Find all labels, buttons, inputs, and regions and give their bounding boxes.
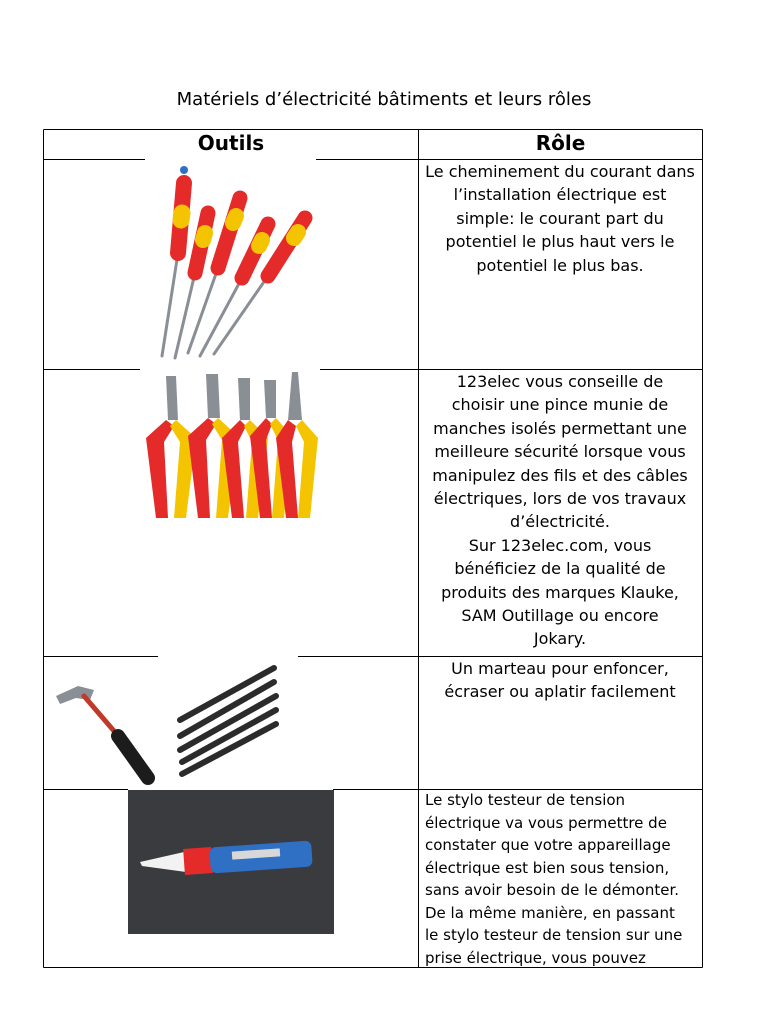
role-text-4-line: sans avoir besoin de le démonter. — [425, 881, 680, 899]
role-text-4-line: électrique est bien sous tension, — [425, 858, 670, 877]
hammer-and-chisels-icon — [48, 660, 288, 788]
role-text-4-line: constater que votre appareillage — [425, 836, 671, 854]
role-text-1: Le cheminement du courant dans l’installation électrique est simple: le courant part du potentiel le plus haut vers le potentiel le plus bas. — [425, 162, 695, 275]
pliers-1 — [146, 376, 196, 518]
role-text-4-line: prise électrique, vous pouvez — [425, 948, 646, 967]
hammer-icon — [56, 686, 148, 778]
role-text-2-line: 123elec vous conseille de — [456, 372, 664, 391]
role-text-2-line: Jokary. — [533, 629, 587, 649]
header-role: Rôle — [535, 131, 586, 155]
role-text-2-line: bénéficiez de la qualité de — [454, 559, 666, 579]
role-text-4-line: De la même manière, en passant — [425, 903, 675, 922]
role-text-2-line: choisir une pince munie de — [451, 395, 669, 415]
voltage-tester-pen-icon — [128, 790, 334, 934]
role-text-2-line: manipulez des fils et des câbles — [432, 465, 688, 485]
role-text-4 — [425, 789, 699, 969]
role-text-2-line: électriques, lors de vos travaux — [433, 489, 687, 509]
chisels-icon — [180, 668, 276, 774]
role-text-4-line: le stylo testeur de tension sur une — [425, 926, 683, 944]
role-text-4-line: électrique va vous permettre de — [425, 813, 667, 832]
role-text-3: Un marteau pour enfoncer, écraser ou aplatir facilement — [444, 659, 676, 702]
role-text-2 — [422, 370, 698, 651]
role-text-2-line: Sur 123elec.com, vous — [468, 535, 652, 555]
page-title: Matériels d’électricité bâtiments et leurs rôles — [176, 89, 592, 110]
pliers-set-icon — [138, 368, 322, 528]
role-text-2-line: meilleure sécurité lorsque vous — [434, 442, 686, 462]
role-text-2-line: manches isolés permettant une — [433, 418, 687, 438]
role-text-2-line: produits des marques Klauke, — [441, 582, 679, 602]
role-text-2-line: d’électricité. — [510, 512, 610, 532]
role-text-4-line: Le stylo testeur de tension — [425, 791, 626, 809]
header-outils: Outils — [197, 131, 265, 155]
screwdriver-set-icon — [140, 158, 320, 368]
screwdriver-1 — [162, 166, 188, 356]
role-text-2-line: SAM Outillage ou encore — [461, 606, 659, 626]
